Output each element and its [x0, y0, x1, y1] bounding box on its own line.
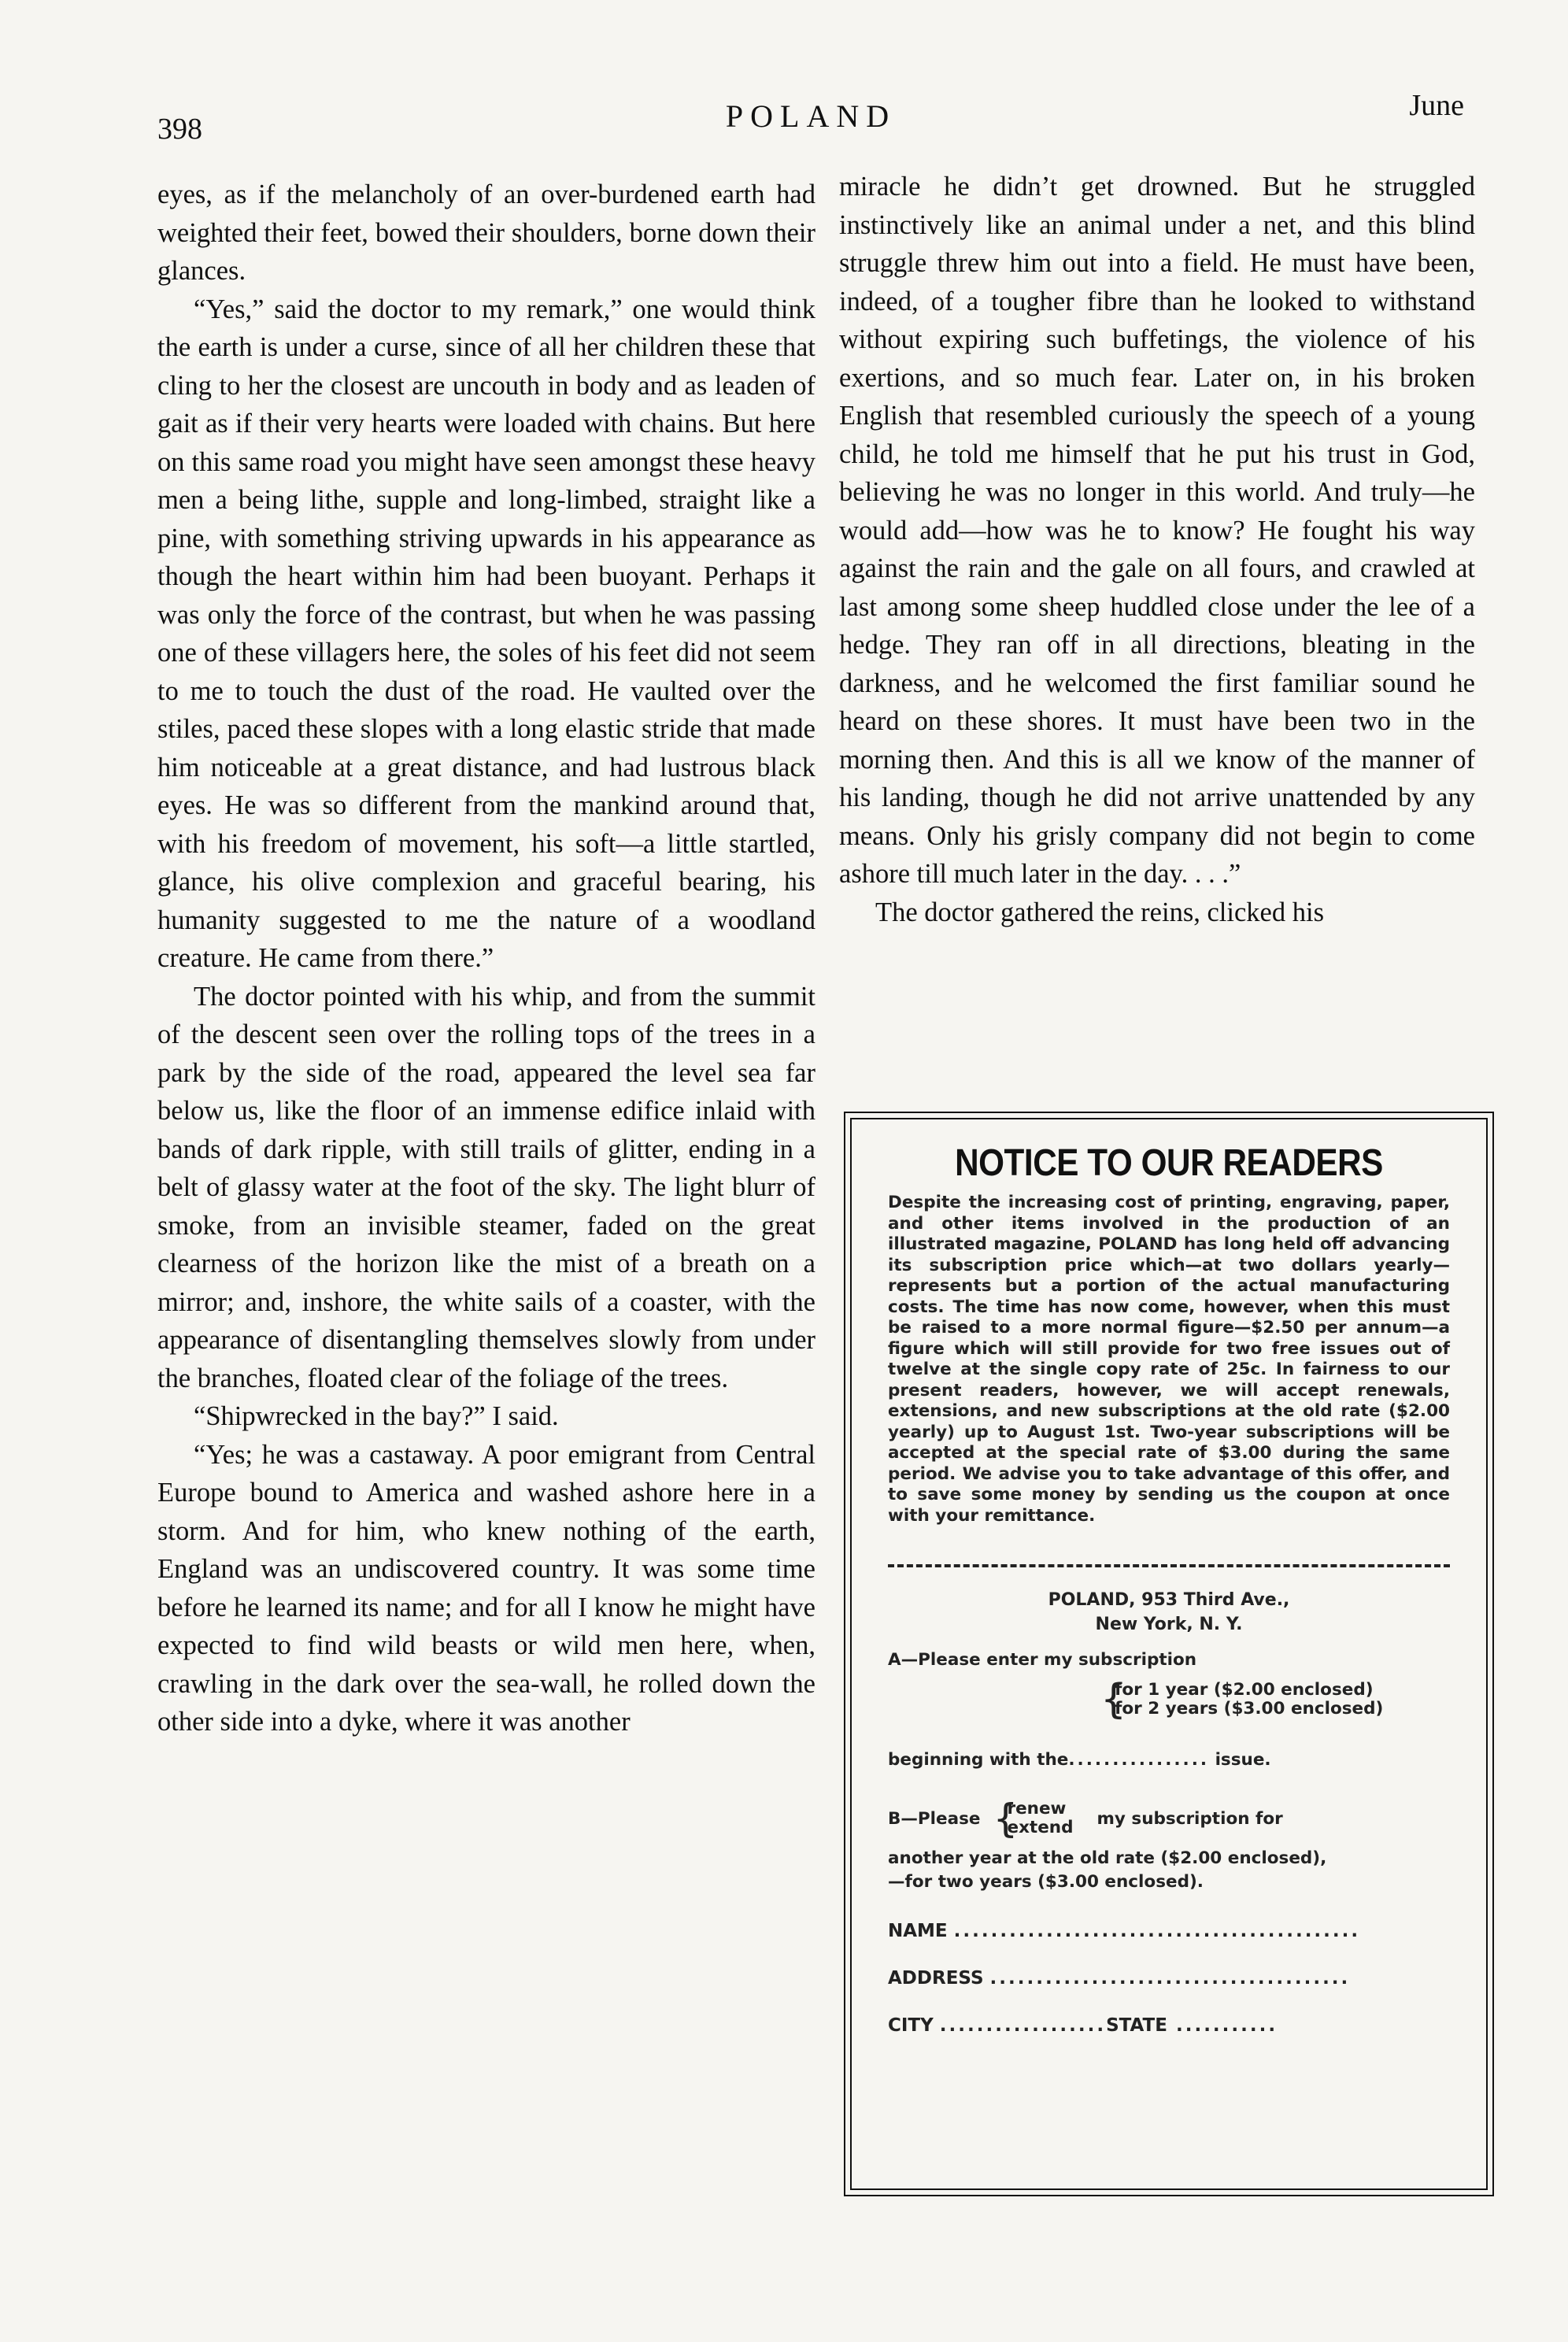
city-label: CITY [888, 2015, 934, 2036]
notice-heading: NOTICE TO OUR READERS [955, 1142, 1383, 1184]
option-a-label: A—Please enter my subscription [888, 1650, 1197, 1670]
option-a-choice-1year[interactable]: for 1 year ($2.00 enclosed) [1115, 1680, 1374, 1700]
name-label: NAME [888, 1921, 948, 1941]
fill-dots: ........... [1167, 2015, 1278, 2036]
notice-body: Despite the increasing cost of printing, engraving, paper, and other items involved in the production of an illustrated magazine, POLAND has long held off advancing its subscription price which—at two dollars yearly—represents but a portion of the actual manufacturing costs. The time has now come, however, when this must be raised to a more normal figure—$2.50 per annum—a figure which will still provide for two free issues out of twelve at the single copy rate of 25c. In fairness to our present readers, however, we will accept renewals, extensions, and new subscriptions at the old rate ($2.00 yearly) up to August 1st. Two-year subscriptions will be accepted at the special rate of $3.00 during the same period. We advise you to take advantage of this offer, and to save some money by sending us the coupon at once with your remittance. [888, 1193, 1450, 1526]
state-label: STATE [1106, 2015, 1167, 2036]
option-b-label: B—Please [888, 1808, 981, 1829]
fill-dots: ....................................... [989, 1968, 1351, 1989]
beginning-issue-field[interactable] [888, 1750, 1450, 1770]
coupon-address [888, 1588, 1450, 1637]
option-a-choice-2years[interactable]: for 2 years ($3.00 enclosed) [1115, 1699, 1384, 1719]
option-b-extend[interactable]: extend [1007, 1818, 1074, 1837]
option-b-suffix: my subscription for [1096, 1808, 1283, 1829]
option-b-choices [993, 1796, 1074, 1841]
left-column [157, 176, 815, 1741]
paragraph: “Yes,” said the doctor to my remark,” one would think the earth is under a curse, since of all her children these that cling to her the closest are uncouth in body and as leaden of gait as if their very hearts were loaded with chains. But here on this same road you might have seen amongst these heavy men a being lithe, supple and long-limbed, straight like a pine, with something striving upwards in his appearance as though the heart within him had been buoyant. Perhaps it was only the force of the contrast, but when he was passing one of these villagers here, the soles of his feet did not seem to me to touch the dust of the road. He vaulted over the stiles, paced these slopes with a long elastic stride that made him noticeable at a great distance, and had lustrous black eyes. He was so different from the mankind around that, with his freedom of movement, his soft—a little startled, glance, his olive complexion and graceful bearing, his humanity suggested to me the nature of a woodland creature. He came from there.” [157, 294, 815, 973]
name-field[interactable] [888, 1921, 1450, 1941]
paragraph: The doctor pointed with his whip, and from the summit of the descent seen over the rolling tops of the trees in a park by the side of the road, appeared the level sea far below us, like the floor of an immense edifice inlaid with bands of dark ripple, with still trails of glitter, ending in a belt of glassy water at the foot of the sky. The light blurr of smoke, from an invisible steamer, faded on the great clearness of the horizon like the mist of a breath on a mirror; and, inshore, the white sails of a coaster, with the appearance of disentangling themselves slowly from under the branches, floated clear of the foliage of the trees. [157, 981, 815, 1393]
coupon-cut-line [888, 1564, 1450, 1567]
address-label: ADDRESS [888, 1968, 984, 1989]
option-a-choices [1100, 1676, 1450, 1723]
paragraph: “Yes; he was a castaway. A poor emigrant from Central Europe bound to America and washed ashore here in a storm. And for him, who knew nothing of the earth, England was an undiscovered country. It was some time before he learned its name; and for all I know he might have expected to find wild beasts or wild men here, when, crawling in the dark over the sea-wall, he rolled down the other side into a dyke, where it was another [157, 1439, 815, 1737]
brace-icon: { [993, 1796, 1019, 1841]
issue-month: June [1409, 89, 1464, 122]
option-b-renew[interactable]: renew [1007, 1799, 1067, 1818]
fill-dots: .................. [939, 2015, 1107, 2036]
coupon-address-line: New York, N. Y. [1095, 1615, 1243, 1634]
paragraph: miracle he didn’t get drowned. But he struggled instinctively like an animal under a net, and this blind struggle threw him out into a field. He must have been, indeed, of a tougher fibre than he looked to withstand without expiring such buffetings, the violence of his exertions, and so much fear. Later on, in his broken English that resembled curiously the speech of a young child, he told me himself that he put his trust in God, believing he was no longer in this world. And truly—he would add—how was he to know? He fought his way against the rain and the gale on all fours, and crawled at last among some sheep huddled close under the lee of a hedge. They ran off in all directions, bleating in the darkness, and he welcomed the first familiar sound he heard on these shores. It must have been two in the morning then. And this is all we know of the manner of his landing, though he did not arrive unattended by any means. Only his grisly company did not begin to come ashore till much later in the day. . . .” [839, 172, 1475, 889]
magazine-title: POLAND [725, 98, 897, 134]
paragraph: The doctor gathered the reins, clicked his [875, 897, 1324, 927]
option-b-row [888, 1796, 1450, 1841]
address-field[interactable] [888, 1968, 1450, 1989]
beginning-label: beginning with the [888, 1750, 1069, 1770]
old-rate-line: another year at the old rate ($2.00 enclosed), [888, 1848, 1327, 1868]
fill-dots: ................ [1068, 1750, 1210, 1770]
page-number: 398 [157, 113, 202, 146]
brace-icon: { [1100, 1676, 1127, 1723]
notice-inner-frame [850, 1118, 1488, 2190]
notice-box [844, 1112, 1494, 2196]
right-column [839, 168, 1475, 931]
city-state-field[interactable] [888, 2015, 1450, 2036]
coupon-address-line: POLAND, 953 Third Ave., [1048, 1590, 1290, 1610]
paragraph: “Shipwrecked in the bay?” I said. [194, 1401, 559, 1431]
issue-label: issue. [1215, 1750, 1271, 1770]
old-rate-line: —for two years ($3.00 enclosed). [888, 1872, 1204, 1892]
page-header [157, 88, 1464, 146]
paragraph: eyes, as if the melancholy of an over-burdened earth had weighted their feet, bowed their shoulders, borne down their glances. [157, 179, 815, 286]
fill-dots: ............................................ [953, 1921, 1361, 1941]
old-rate-text [888, 1847, 1450, 1894]
